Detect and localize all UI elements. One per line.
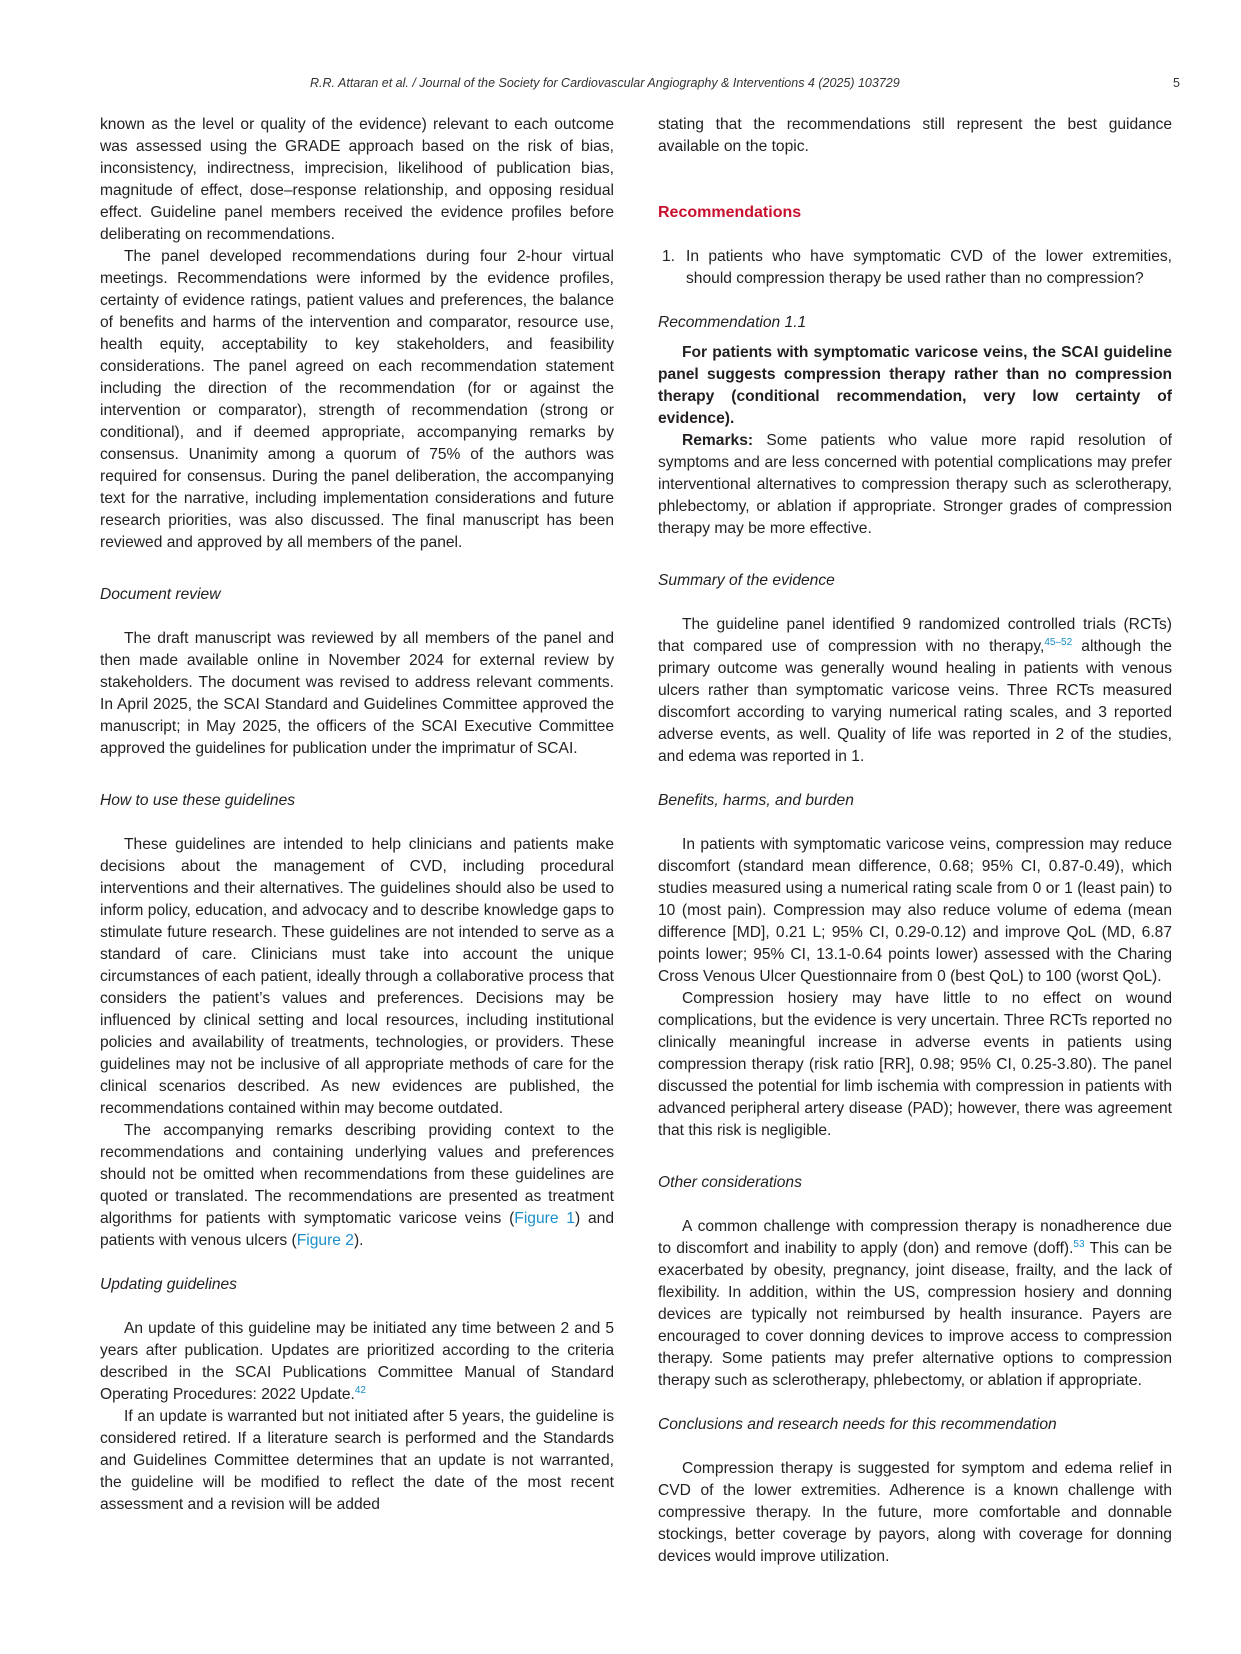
paragraph: The draft manuscript was reviewed by all members of the panel and then made available online in November 2024 for external review by stakeholders. The document was revised to address relevant comments. In April 2025, the SCAI Standard and Guidelines Committee approved the manuscript; in May 2025, the officers of the SCAI Executive Committee approved the guidelines for publication under the imprimatur of SCAI. (100, 630, 614, 757)
section-heading-how-to-use: How to use these guidelines (100, 792, 296, 809)
question-number: 1. (662, 248, 676, 265)
running-title: R.R. Attaran et al. / Journal of the Society for Cardiovascular Angiography & Interventions 4 (2025) 103729 (310, 76, 900, 90)
remarks-label: Remarks: (682, 432, 754, 449)
paragraph: These guidelines are intended to help clinicians and patients make decisions about the management of CVD, including procedural interventions and their alternatives. The guidelines should also be used to inform policy, education, and advocacy and to describe knowledge gaps to stimulate future research. These guidelines are not intended to serve as a standard of care. Clinicians must take into account the unique circumstances of each patient, ideally through a collaborative process that considers the patient’s values and preferences. Decisions may be influenced by clinical setting and local resources, including institutional policies and availability of treatments, technologies, or providers. These guidelines may not be inclusive of all appropriate methods of care for the clinical scenarios described. As new evidences are published, the recommendations contained within may become outdated. (100, 836, 614, 1117)
reference-link[interactable]: 53 (1073, 1238, 1085, 1250)
paragraph: An update of this guideline may be initiated any time between 2 and 5 years after publication. Updates are prioritized according to the criteria described in the SCAI Publications Committee Manual of Standard Operating Procedures: 2022 Update.$^{42}$ (100, 1320, 614, 1403)
section-heading-other: Other considerations (658, 1174, 802, 1191)
paragraph: If an update is warranted but not initiated after 5 years, the guideline is considered retired. If a literature search is performed and the Standards and Guidelines Committee determines that an update is not warranted, the guideline will be modified to reflect the date of the most recent assessment and a revision will be added (100, 1408, 614, 1513)
paragraph: Compression therapy is suggested for symptom and edema relief in CVD of the lower extremities. Adherence is a known challenge with compressive therapy. In the future, more comfortable and donnable stockings, better coverage by payors, along with coverage for donning devices would improve utilization. (658, 1460, 1172, 1565)
paragraph: The guideline panel identified 9 randomized controlled trials (RCTs) that compared use of compression with no therapy,$^{45-52}$ although the primary outcome was generally wound healing in patients with venous ulcers rather than symptomatic varicose veins. Three RCTs measured discomfort according to varying numerical rating scales, and 3 reported adverse events, as well. Quality of life was reported in 2 of the studies, and edema was reported in 1. (658, 616, 1172, 765)
question-text: In patients who have symptomatic CVD of the lower extremities, should compression therapy be used rather than no compression? (686, 248, 1172, 287)
figure-1-link[interactable]: Figure 1 (514, 1210, 575, 1227)
question-item (658, 246, 1172, 290)
paragraph: known as the level or quality of the evidence) relevant to each outcome was assessed using the GRADE approach based on the risk of bias, inconsistency, indirectness, imprecision, likelihood of publication bias, magnitude of effect, dose–response relationship, and opposing residual effect. Guideline panel members received the evidence profiles before deliberating on recommendations. (100, 116, 614, 243)
paragraph: The accompanying remarks describing providing context to the recommendations and containing underlying values and preferences should not be omitted when recommendations from these guidelines are quoted or translated. The recommendations are presented as treatment algorithms for patients with symptomatic varicose veins (Figure 1) and patients with venous ulcers (Figure 2). (100, 1122, 614, 1249)
section-heading-benefits: Benefits, harms, and burden (658, 792, 854, 809)
left-column (100, 114, 614, 1516)
right-column (658, 114, 1172, 1568)
section-heading-recommendations: Recommendations (658, 204, 802, 221)
page-number: 5 (1173, 76, 1180, 90)
section-heading-document-review: Document review (100, 586, 221, 603)
section-heading-summary: Summary of the evidence (658, 572, 835, 589)
reference-link[interactable]: 45–52 (1044, 636, 1073, 648)
remarks: Remarks: Some patients who value more rapid resolution of symptoms and are less concerned with potential complications may prefer interventional alternatives to compression therapy such as sclerotherapy, phlebectomy, or ablation if appropriate. Stronger grades of compression therapy may be more effective. (658, 432, 1172, 537)
reference-link[interactable]: 42 (354, 1384, 366, 1396)
paragraph: stating that the recommendations still represent the best guidance available on the topic. (658, 116, 1172, 155)
figure-2-link[interactable]: Figure 2 (296, 1232, 354, 1249)
recommendation-statement: For patients with symptomatic varicose veins, the SCAI guideline panel suggests compression therapy rather than no compression therapy (conditional recommendation, very low certainty of evidence). (658, 344, 1172, 427)
paragraph: The panel developed recommendations during four 2-hour virtual meetings. Recommendations were informed by the evidence profiles, certainty of evidence ratings, patient values and preferences, the balance of benefits and harms of the intervention and comparator, resource use, health equity, acceptability to key stakeholders, and feasibility considerations. The panel agreed on each recommendation statement including the direction of the recommendation (for or against the intervention or comparator), strength of recommendation (strong or conditional), and if deemed appropriate, accompanying remarks by consensus. Unanimity among a quorum of 75% of the authors was required for consensus. During the panel deliberation, the accompanying text for the narrative, including implementation considerations and future research priorities, was also discussed. The final manuscript has been reviewed and approved by all members of the panel. (100, 248, 614, 551)
section-heading-conclusions: Conclusions and research needs for this recommendation (658, 1416, 1057, 1433)
paragraph: A common challenge with compression therapy is nonadherence due to discomfort and inability to apply (don) and remove (doff).$^{53}$ This can be exacerbated by obesity, pregnancy, joint disease, frailty, and the lack of flexibility. In addition, within the US, compression hosiery and donning devices are typically not reimbursed by health insurance. Payers are encouraged to cover donning devices to improve access to compression therapy. Some patients may prefer alternative options to compression therapy such as sclerotherapy, phlebectomy, or ablation if appropriate. (658, 1218, 1172, 1389)
paragraph: Compression hosiery may have little to no effect on wound complications, but the evidence is very uncertain. Three RCTs reported no clinically meaningful increase in adverse events in patients using compression therapy (risk ratio [RR], 0.98; 95% CI, 0.25-3.80). The panel discussed the potential for limb ischemia with compression in patients with advanced peripheral artery disease (PAD); however, there was agreement that this risk is negligible. (658, 990, 1172, 1139)
section-heading-updating: Updating guidelines (100, 1276, 237, 1293)
recommendation-heading: Recommendation 1.1 (658, 314, 807, 331)
paragraph: In patients with symptomatic varicose veins, compression may reduce discomfort (standard mean difference, 0.68; 95% CI, 0.87-0.49), which studies measured using a numerical rating scale from 0 or 1 (least pain) to 10 (most pain). Compression may also reduce volume of edema (mean difference [MD], 0.21 L; 95% CI, 0.29-0.12) and improve QoL (MD, 6.87 points lower; 95% CI, 13.1-0.64 points lower) assessed with the Charing Cross Venous Ulcer Questionnaire from 0 (best QoL) to 100 (worst QoL). (658, 836, 1172, 985)
